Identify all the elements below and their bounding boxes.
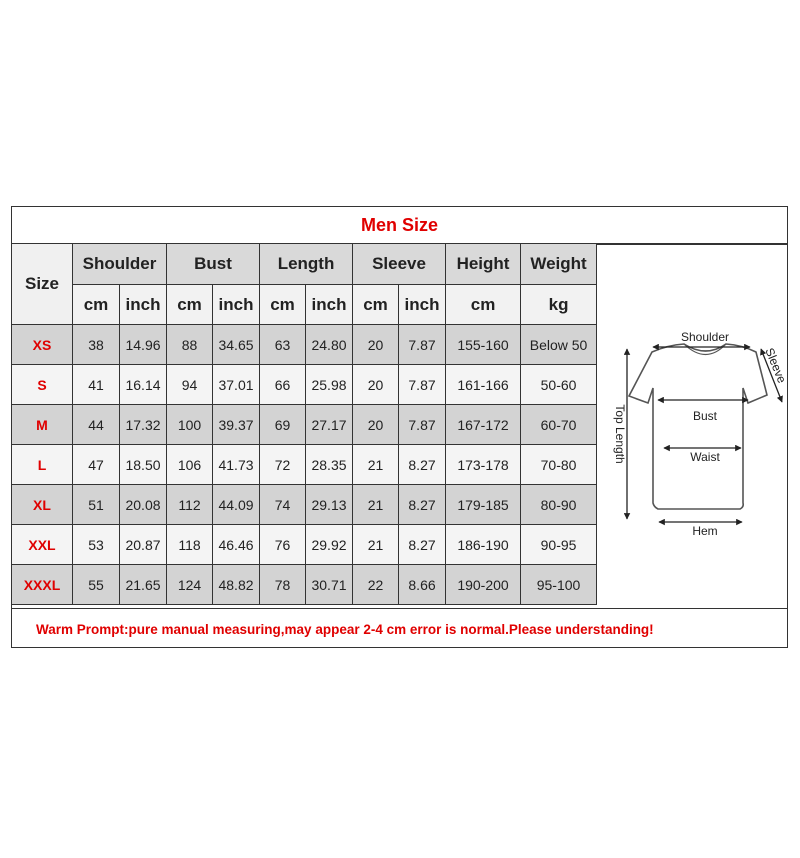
- measurement-cell: 51: [73, 485, 120, 525]
- unit-header: inch: [306, 285, 353, 325]
- group-header: Weight: [521, 244, 597, 285]
- measurement-cell: 74: [260, 485, 306, 525]
- hem-label: Hem: [692, 524, 718, 538]
- size-row: [12, 325, 597, 365]
- tshirt-outline: [629, 344, 767, 509]
- unit-header: inch: [399, 285, 446, 325]
- unit-header: kg: [521, 285, 597, 325]
- unit-header-row: [12, 285, 597, 325]
- measurement-cell: 70-80: [521, 445, 597, 485]
- group-header: Height: [446, 244, 521, 285]
- measurement-cell: 179-185: [446, 485, 521, 525]
- measurement-cell: 39.37: [213, 405, 260, 445]
- measurement-cell: 90-95: [521, 525, 597, 565]
- size-row: [12, 525, 597, 565]
- measurement-cell: 25.98: [306, 365, 353, 405]
- unit-header: cm: [353, 285, 399, 325]
- measurement-cell: 41.73: [213, 445, 260, 485]
- size-row: [12, 565, 597, 605]
- measurement-cell: 21.65: [120, 565, 167, 605]
- tshirt-diagram-svg: [596, 245, 788, 609]
- size-label: XXL: [12, 525, 73, 565]
- size-label: XXXL: [12, 565, 73, 605]
- measurement-cell: 106: [167, 445, 213, 485]
- measurement-cell: 155-160: [446, 325, 521, 365]
- measurement-cell: 72: [260, 445, 306, 485]
- sleeve-label: Sleeve: [762, 345, 788, 386]
- measurement-cell: 80-90: [521, 485, 597, 525]
- measurement-cell: 16.14: [120, 365, 167, 405]
- measurement-cell: 7.87: [399, 405, 446, 445]
- bust-label: Bust: [692, 409, 718, 423]
- group-header-row: [12, 244, 597, 285]
- measurement-cell: 55: [73, 565, 120, 605]
- measurement-cell: 28.35: [306, 445, 353, 485]
- unit-header: inch: [120, 285, 167, 325]
- measurement-cell: 7.87: [399, 325, 446, 365]
- measurement-cell: Below 50: [521, 325, 597, 365]
- measurement-cell: 47: [73, 445, 120, 485]
- measurement-cell: 88: [167, 325, 213, 365]
- group-header: Length: [260, 244, 353, 285]
- measurement-cell: 161-166: [446, 365, 521, 405]
- size-label: XS: [12, 325, 73, 365]
- measurement-cell: 21: [353, 485, 399, 525]
- measurement-cell: 95-100: [521, 565, 597, 605]
- tshirt-diagram: [596, 244, 788, 608]
- measurement-cell: 63: [260, 325, 306, 365]
- chart-title: Men Size: [12, 207, 787, 244]
- size-row: [12, 365, 597, 405]
- measurement-cell: 38: [73, 325, 120, 365]
- measurement-cell: 18.50: [120, 445, 167, 485]
- measurement-cell: 21: [353, 525, 399, 565]
- group-header: Sleeve: [353, 244, 446, 285]
- size-column-header: Size: [12, 244, 73, 325]
- measurement-cell: 167-172: [446, 405, 521, 445]
- measurement-cell: 20.87: [120, 525, 167, 565]
- measurement-cell: 37.01: [213, 365, 260, 405]
- measurement-cell: 60-70: [521, 405, 597, 445]
- measurement-cell: 50-60: [521, 365, 597, 405]
- measurement-cell: 76: [260, 525, 306, 565]
- measurement-cell: 27.17: [306, 405, 353, 445]
- size-label: S: [12, 365, 73, 405]
- measurement-cell: 14.96: [120, 325, 167, 365]
- measurement-cell: 20: [353, 325, 399, 365]
- top-length-label: Top Length: [613, 404, 627, 464]
- size-label: L: [12, 445, 73, 485]
- measurement-cell: 20: [353, 405, 399, 445]
- group-header: Shoulder: [73, 244, 167, 285]
- size-row: [12, 405, 597, 445]
- measurement-cell: 53: [73, 525, 120, 565]
- measurement-cell: 112: [167, 485, 213, 525]
- warm-prompt: Warm Prompt:pure manual measuring,may appear 2-4 cm error is normal.Please understanding!: [12, 608, 787, 648]
- unit-header: cm: [73, 285, 120, 325]
- size-label: XL: [12, 485, 73, 525]
- measurement-cell: 46.46: [213, 525, 260, 565]
- measurement-cell: 8.27: [399, 485, 446, 525]
- measurement-cell: 118: [167, 525, 213, 565]
- unit-header: cm: [167, 285, 213, 325]
- measurement-cell: 30.71: [306, 565, 353, 605]
- group-header: Bust: [167, 244, 260, 285]
- measurement-cell: 44: [73, 405, 120, 445]
- measurement-cell: 186-190: [446, 525, 521, 565]
- shoulder-label: Shoulder: [680, 330, 730, 344]
- measurement-cell: 8.66: [399, 565, 446, 605]
- measurement-cell: 8.27: [399, 525, 446, 565]
- measurement-cell: 66: [260, 365, 306, 405]
- measurement-cell: 124: [167, 565, 213, 605]
- unit-header: cm: [446, 285, 521, 325]
- measurement-cell: 48.82: [213, 565, 260, 605]
- measurement-cell: 17.32: [120, 405, 167, 445]
- measurement-cell: 69: [260, 405, 306, 445]
- size-chart: [11, 206, 788, 648]
- measurement-cell: 94: [167, 365, 213, 405]
- measurement-cell: 41: [73, 365, 120, 405]
- size-row: [12, 485, 597, 525]
- measurement-cell: 20: [353, 365, 399, 405]
- measurement-cell: 8.27: [399, 445, 446, 485]
- measurement-cell: 24.80: [306, 325, 353, 365]
- measurement-cell: 20.08: [120, 485, 167, 525]
- unit-header: cm: [260, 285, 306, 325]
- waist-label: Waist: [690, 450, 720, 464]
- unit-header: inch: [213, 285, 260, 325]
- measurement-cell: 44.09: [213, 485, 260, 525]
- measurement-cell: 7.87: [399, 365, 446, 405]
- measurement-cell: 29.13: [306, 485, 353, 525]
- measurement-cell: 34.65: [213, 325, 260, 365]
- measurement-cell: 173-178: [446, 445, 521, 485]
- measurement-cell: 190-200: [446, 565, 521, 605]
- size-label: M: [12, 405, 73, 445]
- size-row: [12, 445, 597, 485]
- measurement-cell: 22: [353, 565, 399, 605]
- measurement-cell: 78: [260, 565, 306, 605]
- measurement-cell: 29.92: [306, 525, 353, 565]
- measurement-cell: 21: [353, 445, 399, 485]
- measurement-cell: 100: [167, 405, 213, 445]
- size-table: [11, 243, 597, 605]
